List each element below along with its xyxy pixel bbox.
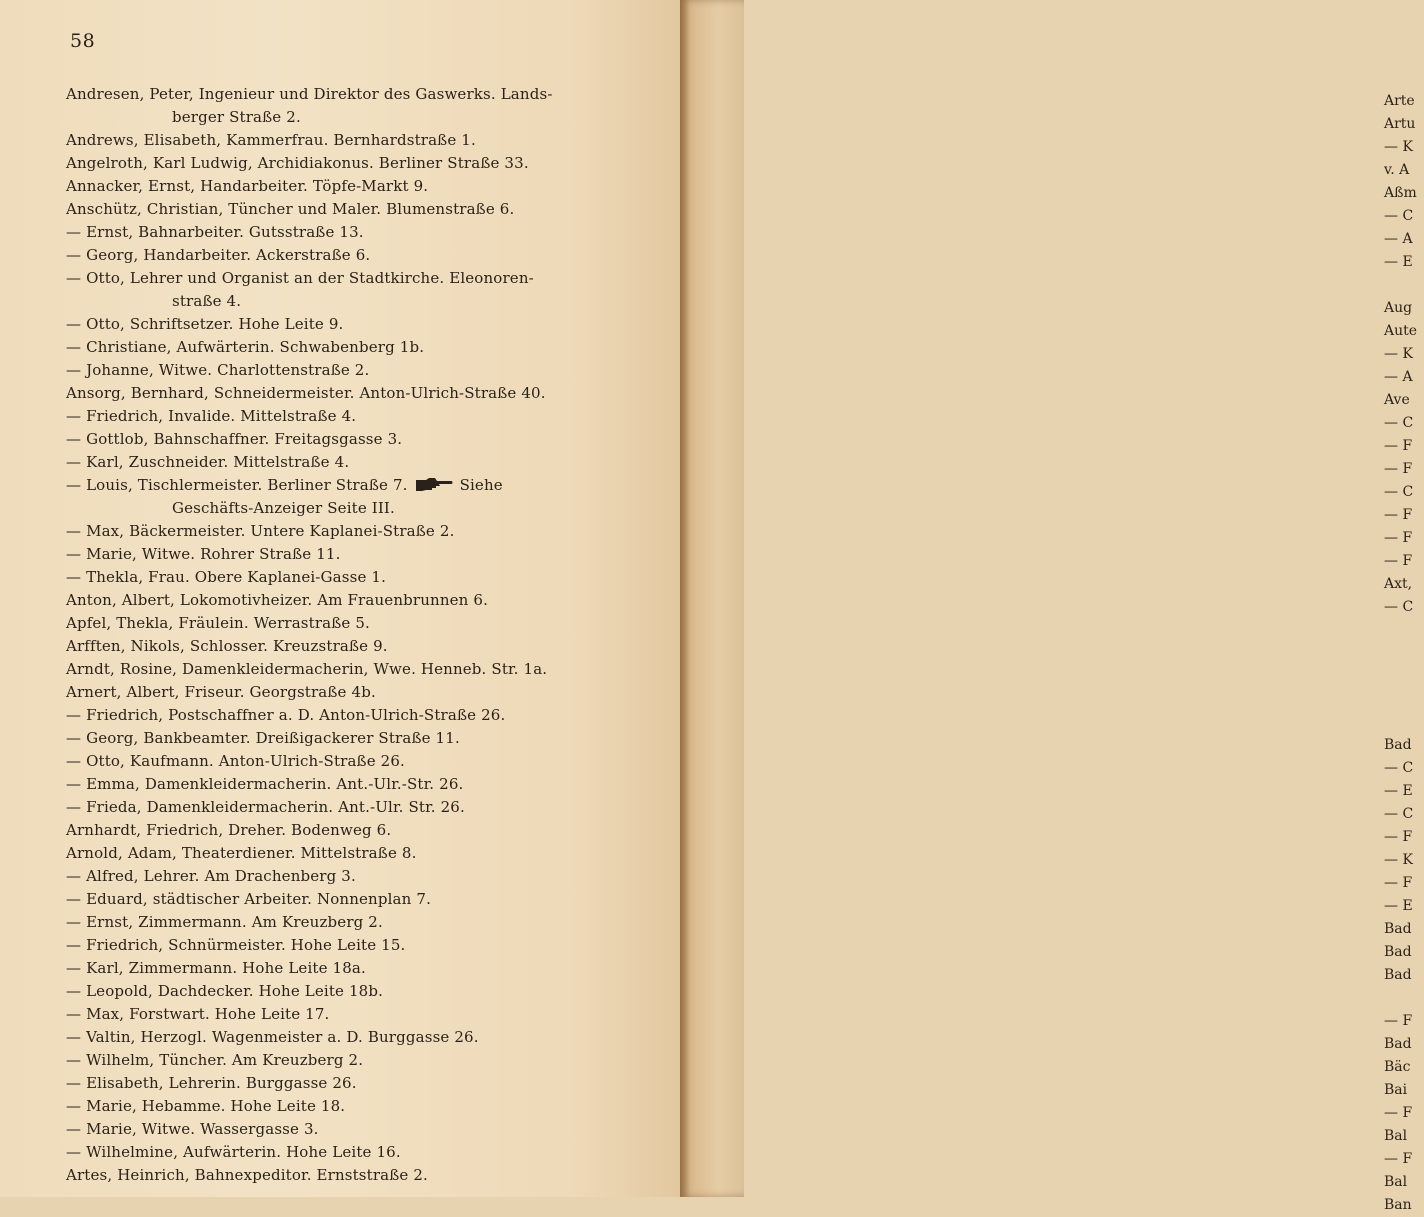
entry-text: — Max, Forstwart. Hohe Leite 17. — [66, 1005, 330, 1023]
adjacent-page-fragment: Axt, — [1384, 576, 1413, 592]
entry-text: — Leopold, Dachdecker. Hohe Leite 18b. — [66, 982, 384, 1000]
adjacent-page-fragment: — C — [1384, 760, 1414, 776]
adjacent-page-fragment — [1384, 987, 1424, 1010]
directory-entry — [66, 129, 676, 152]
adjacent-page-fragment: — F — [1384, 530, 1413, 546]
adjacent-page-fragment: Bai — [1384, 1082, 1408, 1098]
directory-entry — [66, 198, 676, 221]
entry-text: Annacker, Ernst, Handarbeiter. Töpfe-Markt 9. — [66, 177, 429, 195]
adjacent-page-fragment: — A — [1384, 369, 1413, 385]
adjacent-page-fragment: Bad — [1384, 1036, 1412, 1052]
adjacent-page-fragment: Aßm — [1384, 185, 1417, 201]
adjacent-page-fragment: Bäc — [1384, 1059, 1411, 1075]
directory-entry — [66, 819, 676, 842]
directory-entry — [66, 796, 676, 819]
adjacent-page-fragment: — F — [1384, 507, 1413, 523]
entry-text: — Christiane, Aufwärterin. Schwabenberg 1b. — [66, 338, 425, 356]
entry-text: straße 4. — [172, 292, 242, 310]
pointing-hand-icon — [414, 476, 454, 492]
adjacent-page-fragment: Arte — [1384, 93, 1415, 109]
entry-text: Angelroth, Karl Ludwig, Archidiakonus. Berliner Straße 33. — [66, 154, 529, 172]
adjacent-page-fragment: Bad — [1384, 967, 1412, 983]
entry-text: — Ernst, Zimmermann. Am Kreuzberg 2. — [66, 913, 383, 931]
directory-entry — [66, 681, 676, 704]
directory-entry — [66, 1141, 676, 1164]
adjacent-page-fragment: — F — [1384, 438, 1413, 454]
directory-entry — [66, 1095, 676, 1118]
entry-text: Arndt, Rosine, Damenkleidermacherin, Wwe. Henneb. Str. 1a. — [66, 660, 548, 678]
entry-text: — Marie, Hebamme. Hohe Leite 18. — [66, 1097, 346, 1115]
directory-entry — [66, 589, 676, 612]
entry-text: Artes, Heinrich, Bahnexpeditor. Ernststraße 2. — [66, 1166, 428, 1184]
directory-entry — [66, 566, 676, 589]
directory-entry — [66, 267, 676, 290]
adjacent-page-fragment — [1384, 642, 1424, 665]
page-number: 58 — [70, 30, 96, 52]
adjacent-page-fragment: — C — [1384, 415, 1414, 431]
directory-entry — [66, 773, 676, 796]
directory-entry — [66, 704, 676, 727]
directory-entry — [66, 1072, 676, 1095]
entry-text: Anschütz, Christian, Tüncher und Maler. Blumenstraße 6. — [66, 200, 515, 218]
adjacent-page-fragment: — K — [1384, 346, 1413, 362]
entry-text: Andrews, Elisabeth, Kammerfrau. Bernhardstraße 1. — [66, 131, 476, 149]
entry-text: — Johanne, Witwe. Charlottenstraße 2. — [66, 361, 370, 379]
directory-entry — [66, 1003, 676, 1026]
adjacent-page-fragment — [1384, 619, 1424, 642]
entry-text: — Otto, Kaufmann. Anton-Ulrich-Straße 26. — [66, 752, 405, 770]
adjacent-page-fragment: — F — [1384, 1013, 1413, 1029]
adjacent-page-fragment: Bal — [1384, 1174, 1408, 1190]
adjacent-page-fragment: — K — [1384, 139, 1413, 155]
entry-text: — Valtin, Herzogl. Wagenmeister a. D. Burggasse 26. — [66, 1028, 479, 1046]
entry-text: — Elisabeth, Lehrerin. Burggasse 26. — [66, 1074, 357, 1092]
adjacent-page-fragment: Ban — [1384, 1197, 1412, 1213]
entry-text: — Friedrich, Invalide. Mittelstraße 4. — [66, 407, 357, 425]
entry-text: Arnhardt, Friedrich, Dreher. Bodenweg 6. — [66, 821, 392, 839]
entry-text: — Marie, Witwe. Wassergasse 3. — [66, 1120, 319, 1138]
entry-continuation-line — [66, 106, 676, 129]
directory-entry — [66, 1026, 676, 1049]
entry-text: — Thekla, Frau. Obere Kaplanei-Gasse 1. — [66, 568, 387, 586]
entry-text: — Alfred, Lehrer. Am Drachenberg 3. — [66, 867, 356, 885]
adjacent-page-fragment — [1384, 665, 1424, 688]
entry-text: Ansorg, Bernhard, Schneidermeister. Anton-Ulrich-Straße 40. — [66, 384, 546, 402]
directory-entry — [66, 520, 676, 543]
directory-entry — [66, 1164, 676, 1187]
directory-entry — [66, 842, 676, 865]
adjacent-page-fragment: Artu — [1384, 116, 1416, 132]
entry-text: — Ernst, Bahnarbeiter. Gutsstraße 13. — [66, 223, 364, 241]
entry-text: — Karl, Zuschneider. Mittelstraße 4. — [66, 453, 350, 471]
entry-text: — Georg, Handarbeiter. Ackerstraße 6. — [66, 246, 371, 264]
adjacent-page-fragment: — F — [1384, 875, 1413, 891]
adjacent-page-fragment: — F — [1384, 461, 1413, 477]
adjacent-page-fragment: — F — [1384, 1151, 1413, 1167]
adjacent-page-fragments — [1384, 90, 1424, 1217]
adjacent-page-fragment: — C — [1384, 208, 1414, 224]
entry-text: Arnert, Albert, Friseur. Georgstraße 4b. — [66, 683, 376, 701]
directory-entry — [66, 865, 676, 888]
adjacent-page-fragment — [1384, 274, 1424, 297]
adjacent-page-fragment: — A — [1384, 231, 1413, 247]
entry-text: Apfel, Thekla, Fräulein. Werrastraße 5. — [66, 614, 370, 632]
entry-text: — Wilhelmine, Aufwärterin. Hohe Leite 16. — [66, 1143, 401, 1161]
directory-entry — [66, 658, 676, 681]
address-entry-list — [66, 83, 676, 1187]
entry-text: Andresen, Peter, Ingenieur und Direktor des Gaswerks. Lands- — [66, 85, 553, 103]
entry-continuation-line — [66, 497, 676, 520]
entry-text: — Max, Bäckermeister. Untere Kaplanei-Straße 2. — [66, 522, 455, 540]
adjacent-page-fragment — [1384, 688, 1424, 711]
directory-entry — [66, 750, 676, 773]
directory-entry — [66, 635, 676, 658]
entry-text: — Marie, Witwe. Rohrer Straße 11. — [66, 545, 341, 563]
adjacent-page-fragment: v. A — [1384, 162, 1410, 178]
directory-entry — [66, 957, 676, 980]
adjacent-page-fragment: Bad — [1384, 921, 1412, 937]
directory-entry — [66, 359, 676, 382]
entry-text: — Louis, Tischlermeister. Berliner Straße 7. — [66, 476, 408, 494]
adjacent-page-fragment: Aug — [1384, 300, 1413, 316]
directory-entry — [66, 428, 676, 451]
directory-entry — [66, 727, 676, 750]
adjacent-page-edge — [680, 0, 1418, 1213]
directory-entry — [66, 1049, 676, 1072]
entry-text: Arnold, Adam, Theaterdiener. Mittelstraße 8. — [66, 844, 417, 862]
entry-text: — Georg, Bankbeamter. Dreißigackerer Straße 11. — [66, 729, 460, 747]
directory-entry — [66, 543, 676, 566]
adjacent-page-fragment: Ave — [1384, 392, 1410, 408]
entry-text: Geschäfts-Anzeiger Seite III. — [172, 499, 395, 517]
entry-text: — Emma, Damenkleidermacherin. Ant.-Ulr.-Str. 26. — [66, 775, 464, 793]
entry-text: berger Straße 2. — [172, 108, 301, 126]
directory-entry — [66, 888, 676, 911]
entry-text: — Gottlob, Bahnschaffner. Freitagsgasse 3. — [66, 430, 403, 448]
directory-entry — [66, 221, 676, 244]
adjacent-page-fragment — [1384, 711, 1424, 734]
adjacent-page-fragment: — F — [1384, 829, 1413, 845]
directory-entry — [66, 474, 676, 497]
adjacent-page-fragment: — E — [1384, 898, 1413, 914]
entry-text: — Otto, Lehrer und Organist an der Stadtkirche. Eleonoren- — [66, 269, 534, 287]
entry-text: Anton, Albert, Lokomotivheizer. Am Frauenbrunnen 6. — [66, 591, 488, 609]
directory-entry — [66, 1118, 676, 1141]
adjacent-page-fragment: Bad — [1384, 944, 1412, 960]
directory-page — [0, 0, 680, 1197]
entry-text: — Eduard, städtischer Arbeiter. Nonnenplan 7. — [66, 890, 431, 908]
directory-entry — [66, 336, 676, 359]
directory-entry — [66, 313, 676, 336]
adjacent-page-fragment: Bal — [1384, 1128, 1408, 1144]
entry-text: — Otto, Schriftsetzer. Hohe Leite 9. — [66, 315, 344, 333]
directory-entry — [66, 980, 676, 1003]
directory-entry — [66, 911, 676, 934]
entry-text: Arfften, Nikols, Schlosser. Kreuzstraße 9. — [66, 637, 388, 655]
entry-continuation-line — [66, 290, 676, 313]
entry-text: — Frieda, Damenkleidermacherin. Ant.-Ulr. Str. 26. — [66, 798, 465, 816]
entry-text: — Wilhelm, Tüncher. Am Kreuzberg 2. — [66, 1051, 364, 1069]
adjacent-page-fragment: — F — [1384, 553, 1413, 569]
directory-entry — [66, 405, 676, 428]
adjacent-page-fragment: Aute — [1384, 323, 1418, 339]
directory-entry — [66, 83, 676, 106]
adjacent-page-fragment: Bad — [1384, 737, 1412, 753]
directory-entry — [66, 451, 676, 474]
directory-entry — [66, 175, 676, 198]
entry-text: — Friedrich, Postschaffner a. D. Anton-Ulrich-Straße 26. — [66, 706, 506, 724]
adjacent-page-fragment: — C — [1384, 484, 1414, 500]
entry-text: — Friedrich, Schnürmeister. Hohe Leite 15. — [66, 936, 406, 954]
directory-entry — [66, 382, 676, 405]
adjacent-page-fragment: — E — [1384, 254, 1413, 270]
adjacent-page-fragment: — F — [1384, 1105, 1413, 1121]
directory-entry — [66, 612, 676, 635]
adjacent-page-fragment: — K — [1384, 852, 1413, 868]
directory-entry — [66, 244, 676, 267]
see-reference-text: Siehe — [459, 476, 503, 494]
adjacent-page-fragment: — C — [1384, 599, 1414, 615]
directory-entry — [66, 152, 676, 175]
adjacent-page-fragment: — C — [1384, 806, 1414, 822]
entry-text: — Karl, Zimmermann. Hohe Leite 18a. — [66, 959, 366, 977]
adjacent-page-fragment: — E — [1384, 783, 1413, 799]
directory-entry — [66, 934, 676, 957]
